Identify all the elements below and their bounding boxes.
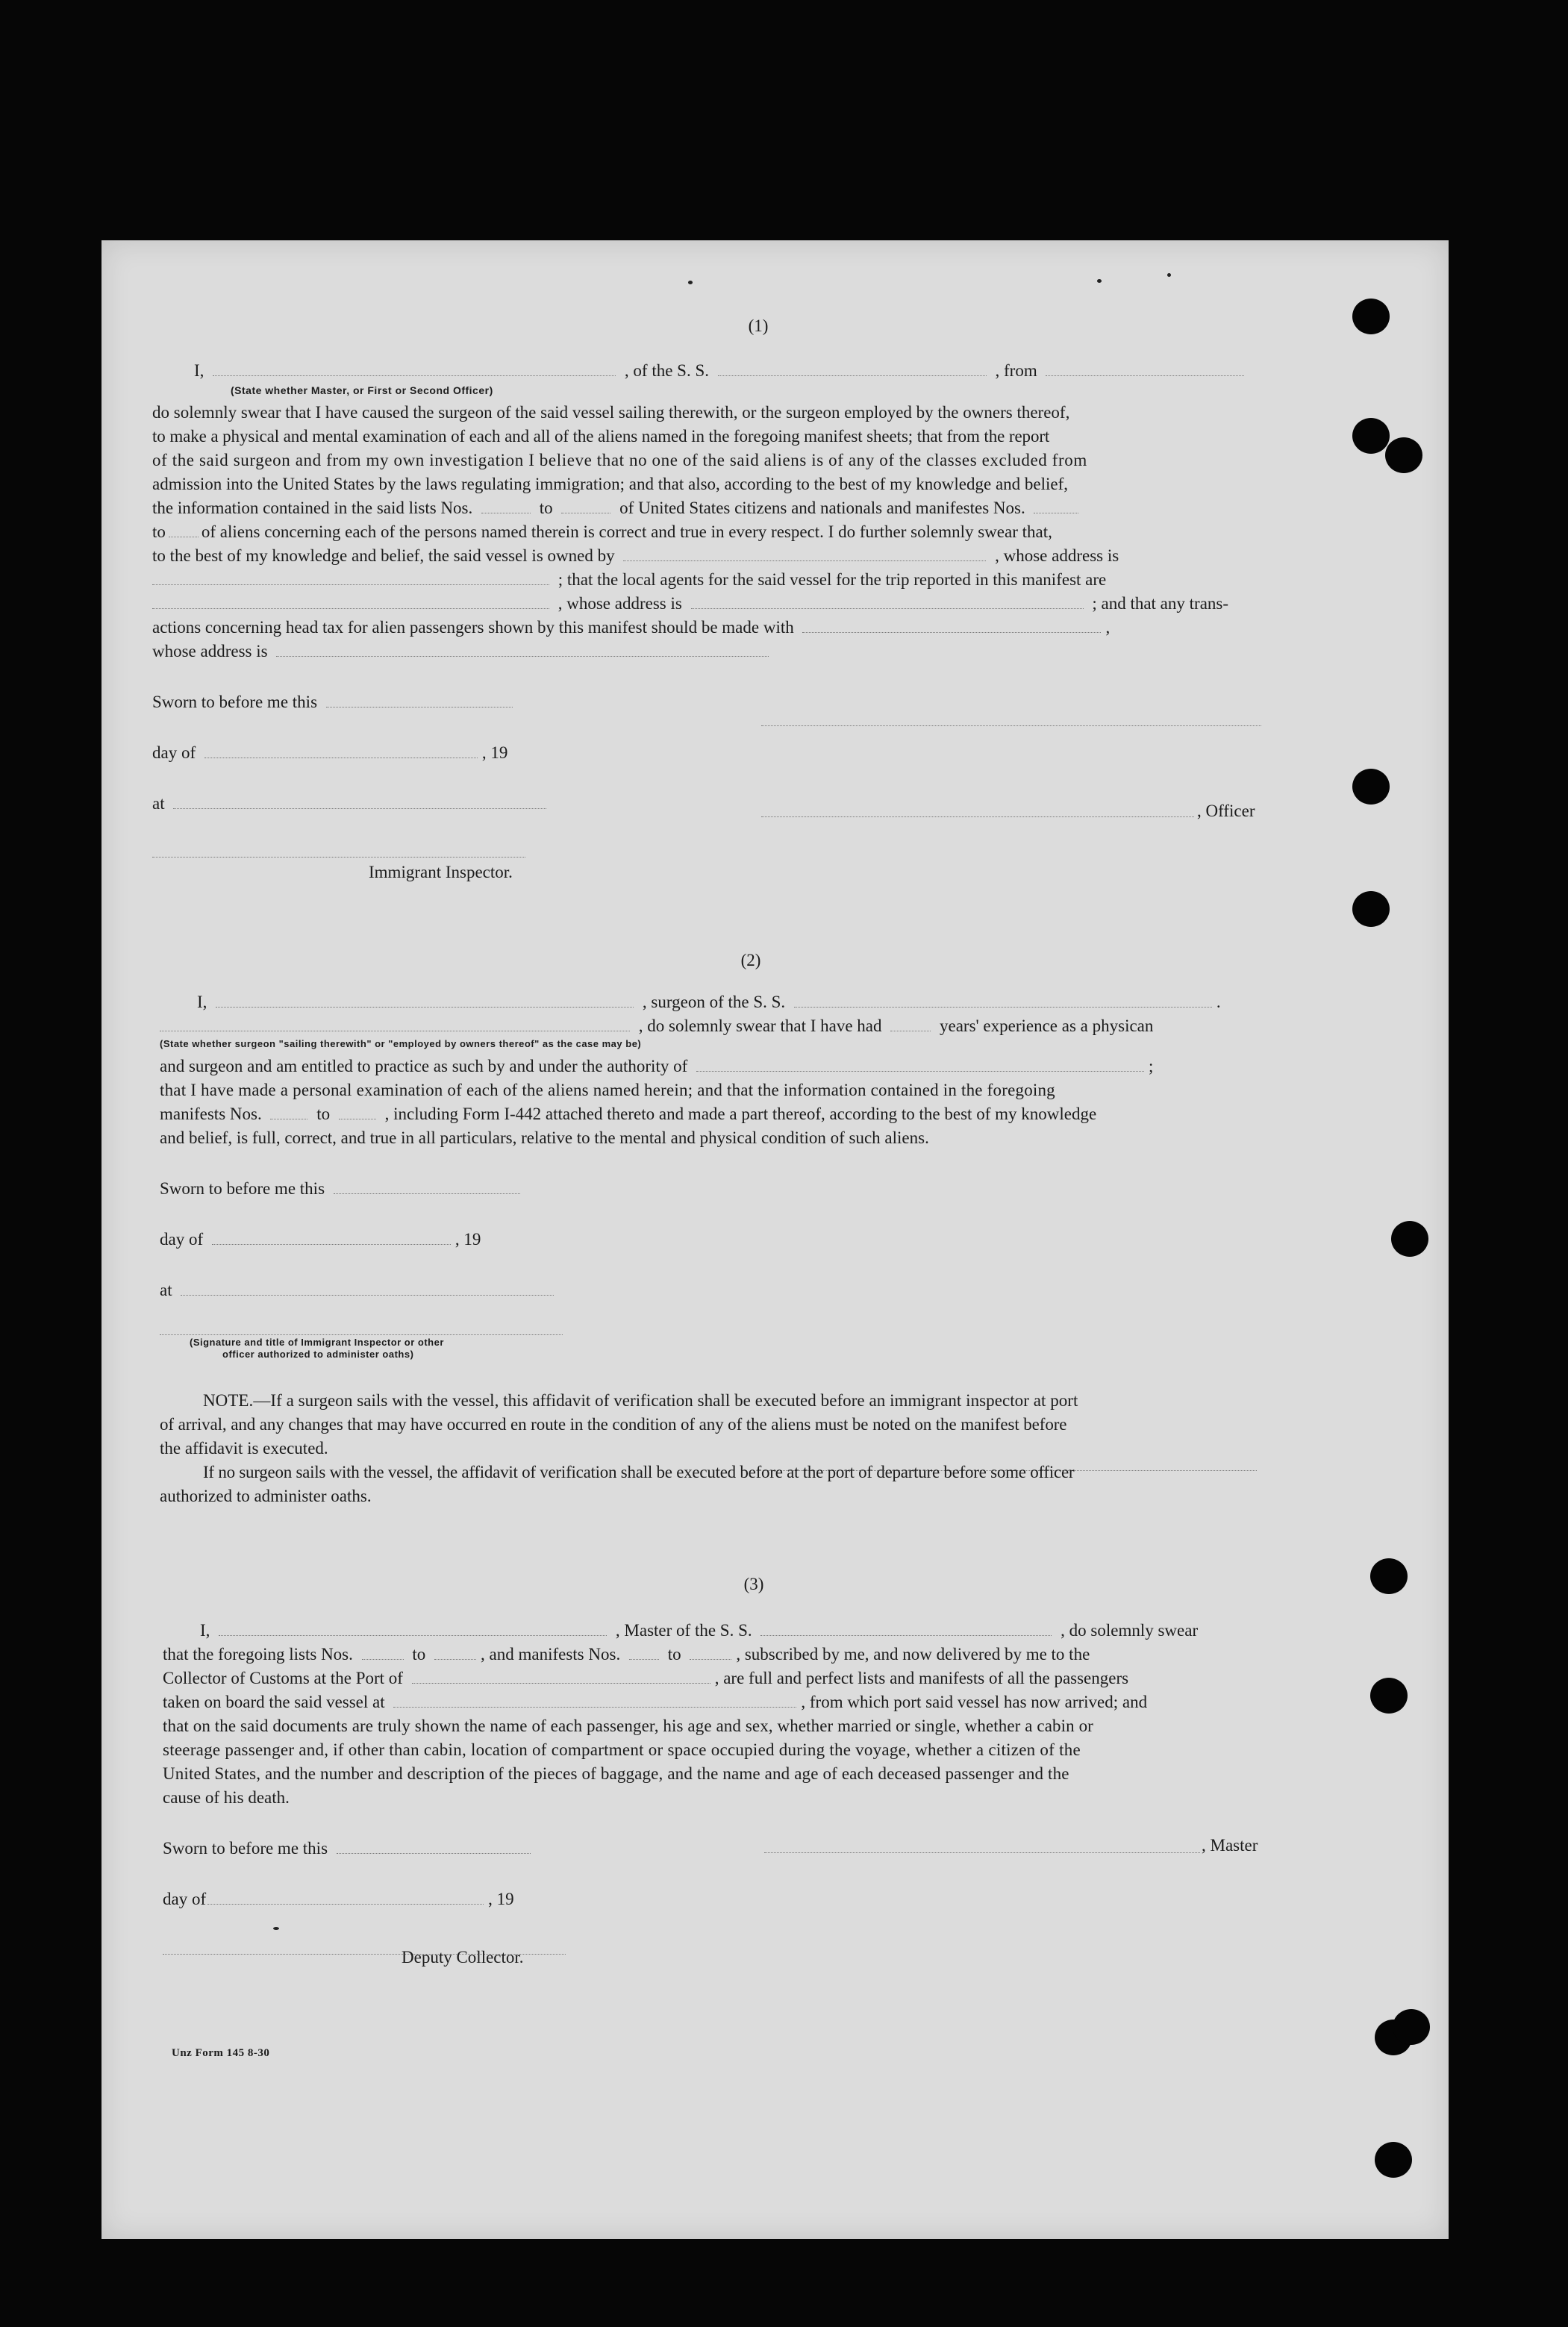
text: to [539,499,553,517]
lists-to-field[interactable] [434,1644,476,1660]
head-tax-party-field[interactable] [802,617,1101,633]
master-line [163,1619,1375,1642]
note-line: NOTE.—If a surgeon sails with the vessel, this affidavit of verification shall be executed before an immigrant inspector at port [203,1391,1078,1410]
body-line [152,497,1364,519]
day-field[interactable] [212,1229,451,1245]
text: that the foregoing lists Nos. [163,1645,353,1664]
body-line: of the said surgeon and from my own investigation I believe that no one of the said aliens is of any of the classes excluded from [152,451,1087,469]
body-line [152,402,1364,424]
text: to [667,1645,681,1664]
manifests-to-field[interactable] [339,1104,376,1119]
text: I, [200,1621,210,1640]
field-caption: (State whether Master, or First or Second Officer) [231,384,493,396]
form-number: Unz Form 145 8-30 [172,2047,270,2059]
text: day of [152,743,196,762]
day-field[interactable] [207,1889,484,1905]
body-line [163,1643,1375,1666]
sworn-date-field[interactable] [326,692,513,708]
text: do solemnly swear that I have caused the surgeon of the said vessel sailing therewith, or the surgeon employed by the owners thereof, [152,403,1070,422]
text: Sworn to before me this [163,1839,328,1858]
manifests-from-field[interactable] [629,1644,659,1660]
sworn-line [160,1178,1372,1200]
label: I, [194,361,204,380]
lists-to-field[interactable] [561,498,610,513]
body-line [152,640,1364,663]
vessel-name-field[interactable] [718,360,987,376]
agents-address-field[interactable] [691,593,1084,609]
sworn-date-field[interactable] [334,1178,520,1194]
ink-speck [1167,273,1171,277]
text: to the best of my knowledge and belief, the said vessel is owned by [152,546,615,565]
text: Sworn to before me this [152,693,318,711]
text: to [412,1645,426,1664]
text: ; and that any trans- [1092,594,1229,613]
body-line: to make a physical and mental examination of each and all of the aliens named in the foregoing manifest sheets; that from the report [152,427,1050,446]
signature-caption: officer authorized to administer oaths) [222,1349,414,1360]
text: years' experience as a physican [940,1016,1154,1035]
deputy-label: Deputy Collector. [402,1948,524,1967]
affidavit-section-3 [163,1573,1375,2245]
officer-name-line[interactable] [761,816,1194,817]
head-tax-address-field[interactable] [276,641,769,657]
binder-hole [1385,437,1422,473]
years-field[interactable] [890,1016,931,1031]
text: at [152,794,165,813]
officer-name-field[interactable] [213,360,616,376]
lists-from-field[interactable] [481,498,531,513]
note-line: of arrival, and any changes that may have occurred en route in the condition of any of the aliens must be noted on the manifest before [160,1415,1067,1434]
surgeon-capacity-field[interactable] [160,1016,630,1031]
body-line: that I have made a personal examination of each of the aliens named herein; and that the information contained in the foregoing [160,1081,1055,1099]
text: , whose address is [995,546,1119,565]
body-line: cause of his death. [163,1788,290,1807]
body-line [152,521,1364,543]
lists-from-field[interactable] [362,1644,404,1660]
body-line: and surgeon and am entitled to practice as such by and under the authority of ; [160,1057,1154,1075]
boarding-port-field[interactable] [393,1692,796,1708]
text: and surgeon and am entitled to practice as such by and under the authority of [160,1057,688,1075]
text: , do solemnly swear [1061,1621,1199,1640]
master-vessel-field[interactable] [760,1620,1052,1636]
text: , whose address is [557,594,682,613]
sworn-line [163,1837,1375,1860]
text: of United States citizens and nationals and manifestes Nos. [619,499,1025,517]
at-line [160,1279,1372,1302]
text: taken on board the said vessel at [163,1693,385,1711]
at-place-field[interactable] [181,1280,554,1296]
body-line: steerage passenger and, if other than cabin, location of compartment or space occupied during the voyage, whether a citizen of the [163,1740,1081,1759]
text: , 19 [481,743,508,762]
body-line [152,593,1364,615]
day-line [163,1888,1375,1911]
note-line: If no surgeon sails with the vessel, the affidavit of verification shall be executed before at the port of departure before some officer [203,1463,1075,1481]
text: , 19 [488,1890,514,1908]
text: actions concerning head tax for alien passengers shown by this manifest should be made with [152,618,794,637]
text: day of [163,1890,207,1908]
text: manifests Nos. [160,1105,262,1123]
owner-address-field[interactable] [152,569,549,585]
binder-hole [1370,1558,1408,1594]
text: , surgeon of the S. S. [642,993,786,1011]
inspector-signature-line[interactable] [152,857,525,858]
manifests-to-field[interactable] [169,522,199,537]
label: , of the S. S. [624,361,710,380]
master-label: , Master [1202,1836,1258,1855]
text: I, [197,993,207,1011]
surgeon-vessel-field[interactable] [794,992,1212,1008]
agents-field[interactable] [152,593,549,609]
day-line [160,1228,1372,1251]
inspector-label: Immigrant Inspector. [369,863,513,881]
text: at [160,1281,172,1299]
sworn-line [152,691,1364,713]
text: Collector of Customs at the Port of [163,1669,403,1687]
body-line: actions concerning head tax for alien passengers shown by this manifest should be made with , [152,618,1111,637]
body-line [163,1691,1375,1714]
text: , 19 [455,1230,481,1249]
text: , Master of the S. S. [615,1621,752,1640]
day-field[interactable] [204,743,478,758]
binder-hole [1391,1221,1428,1257]
text: to [316,1105,331,1123]
at-line [152,793,1364,815]
text: ; that the local agents for the said vessel for the trip reported in this manifest are [557,570,1107,589]
body-line: that on the said documents are truly shown the name of each passenger, his age and sex, whether married or single, whether a cabin or [163,1717,1093,1735]
text: the information contained in the said lists Nos. [152,499,473,517]
owner-field[interactable] [623,546,986,561]
body-line [152,569,1364,591]
field-caption: (State whether surgeon "sailing therewith" or "employed by owners thereof" as the case may be) [160,1038,642,1049]
signature-caption: (Signature and title of Immigrant Inspector or other [190,1337,444,1348]
master-signature-line[interactable] [764,1852,1200,1853]
body-line [163,1667,1375,1690]
text: day of [160,1230,204,1249]
section-number: (3) [743,1575,764,1593]
label: , from [995,361,1037,380]
binder-hole [1375,2142,1412,2178]
text: , are full and perfect lists and manifests of all the passengers [714,1669,1129,1687]
text: of aliens concerning each of the persons named therein is correct and true in every respect. I do further solemnly swear that, [201,522,1052,541]
text: , and manifests Nos. [481,1645,621,1664]
sworn-date-field[interactable] [337,1838,531,1854]
body-line: United States, and the number and description of the pieces of baggage, and the name and age of each deceased passenger and the [163,1764,1069,1783]
master-name-field[interactable] [219,1620,607,1636]
text: , do solemnly swear that I have had [638,1016,882,1035]
inspector-signature-line[interactable] [160,1334,563,1335]
authority-field[interactable] [696,1056,1144,1072]
manifests-from-field[interactable] [270,1104,307,1119]
manifests-to-field[interactable] [690,1644,731,1660]
body-line [160,1103,1372,1125]
text: to [152,522,166,541]
text: , from which port said vessel has now arrived; and [801,1693,1148,1711]
at-place-field[interactable] [173,793,546,809]
manifest-affidavit-page [101,240,1449,2239]
body-line [152,545,1364,567]
text: , subscribed by me, and now delivered by me to the [736,1645,1090,1664]
binder-hole [1393,2009,1430,2045]
day-line [152,742,1364,764]
manifests-from-field[interactable] [1034,498,1078,513]
ink-speck [688,281,693,284]
note-line: the affidavit is executed. [160,1439,328,1458]
body-line: and belief, is full, correct, and true in all particulars, relative to the mental and physical condition of such aliens. [160,1128,929,1147]
officer-signature-line[interactable] [761,725,1261,726]
text: , including Form I-442 attached thereto and made a part thereof, according to the best of my knowledge [384,1105,1097,1123]
surgeon-line: I, , surgeon of the S. S. . [197,993,1221,1011]
binder-hole [1370,1678,1408,1714]
officer-label: , Officer [1197,802,1255,820]
text: whose address is [152,642,268,660]
section-number: (1) [748,316,769,335]
note-line: authorized to administer oaths. [160,1487,372,1505]
section-number: (2) [740,951,761,969]
note-paragraph [160,1390,1372,1539]
body-line: admission into the United States by the laws regulating immigration; and that also, according to the best of my knowledge and belief, [152,475,1069,493]
text: Sworn to before me this [160,1179,325,1198]
ink-speck [1097,279,1102,283]
surgeon-name-field[interactable] [216,992,634,1008]
from-port-field[interactable] [1046,360,1244,376]
collector-port-field[interactable] [412,1668,710,1684]
